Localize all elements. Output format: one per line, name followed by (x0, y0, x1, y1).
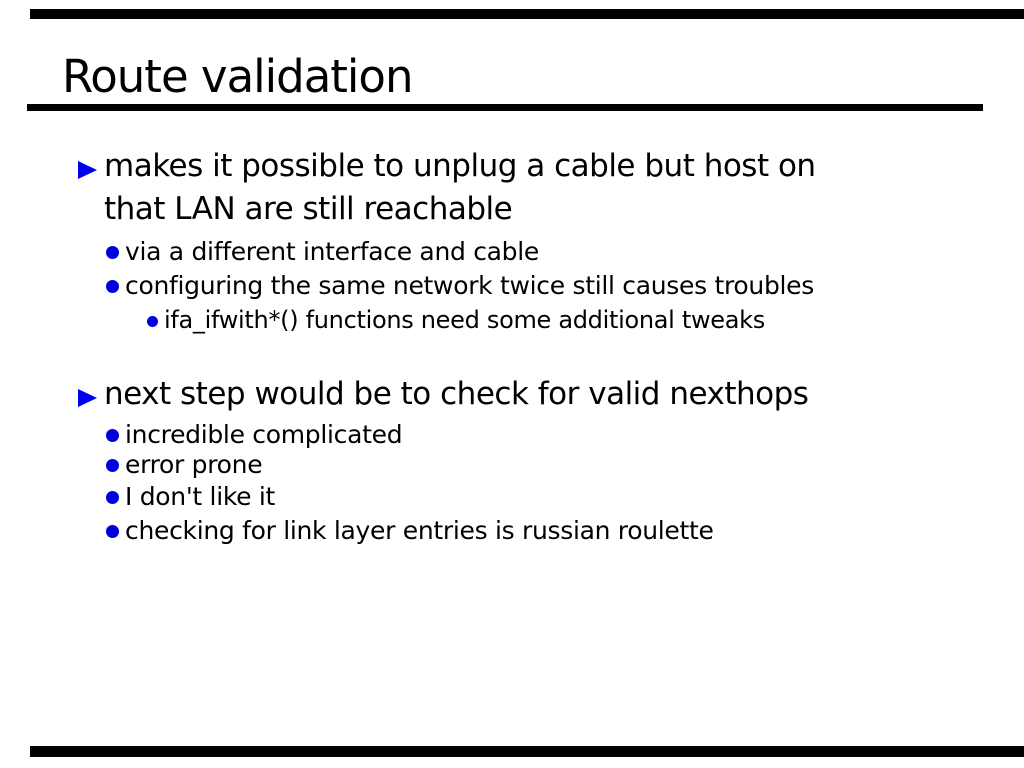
sub-bullet-text: error prone (125, 450, 263, 479)
sub-bullet-text: via a different interface and cable (125, 237, 539, 266)
sub-bullet-text: configuring the same network twice still causes troubles (125, 271, 814, 300)
sub-sub-bullet-text: ifa_ifwith*() functions need some additional tweaks (164, 306, 765, 334)
sub-bullet-text: I don't like it (125, 482, 276, 511)
dot-bullet-icon (106, 459, 119, 472)
triangle-bullet-icon (78, 389, 97, 407)
bullet2-text: next step would be to check for valid nexthops (104, 376, 809, 412)
bullet1-text-line2: that LAN are still reachable (104, 191, 513, 227)
dot-bullet-icon (106, 525, 119, 538)
bottom-border-bar (30, 746, 1024, 757)
triangle-bullet-icon (78, 161, 97, 179)
dot-bullet-icon (106, 491, 119, 504)
slide-title: Route validation (62, 50, 413, 103)
dot-bullet-icon (106, 246, 119, 259)
title-underline-rule (27, 104, 983, 111)
dot-bullet-icon (106, 280, 119, 293)
sub-bullet-text: checking for link layer entries is russian roulette (125, 516, 714, 545)
top-border-bar (30, 9, 1024, 19)
sub-bullet-text: incredible complicated (125, 420, 403, 449)
bullet1-text-line1: makes it possible to unplug a cable but host on (104, 148, 816, 184)
dot-bullet-icon (106, 429, 119, 442)
dot-bullet-icon (147, 316, 158, 327)
